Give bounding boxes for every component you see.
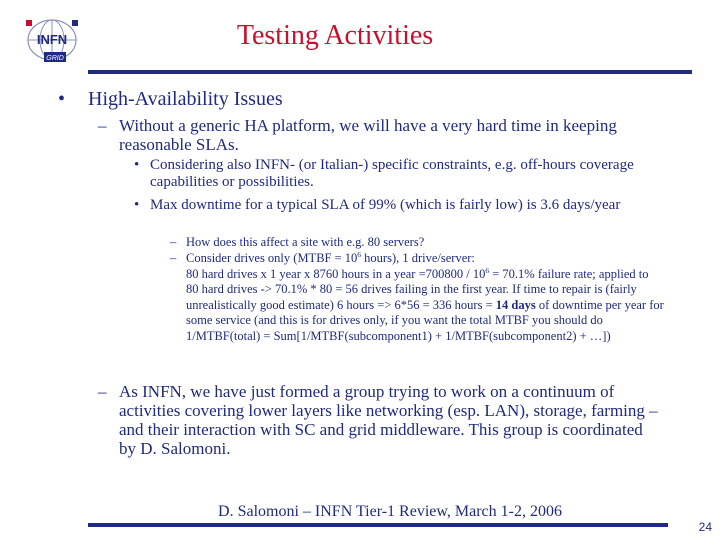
logo-text-infn: INFN bbox=[36, 32, 68, 47]
bullet-dash: – bbox=[170, 235, 177, 249]
bullet-text: Considering also INFN- (or Italian-) specific constraints, e.g. off-hours coverage capabilities or possibilities. bbox=[150, 157, 634, 190]
superscript: 6 bbox=[357, 249, 362, 259]
bullet-level4-servers-question bbox=[170, 235, 664, 251]
text-part: hours), 1 drive/server: bbox=[361, 251, 475, 265]
bullet-level3-constraints bbox=[134, 157, 650, 191]
bullet-level4-drive-calculation bbox=[170, 251, 664, 344]
title-underline bbox=[88, 70, 692, 74]
text-part: of downtime per year for some service (and this is for drives only, if you want the total MTBF you should do 1/MTBF(total) = Sum[1/MTBF(subcomponent1) + 1/MTBF(subcomponent2) + …]) bbox=[186, 297, 664, 343]
bullet-level2-infn-group bbox=[98, 382, 659, 458]
bullet-text: As INFN, we have just formed a group trying to work on a continuum of activities covering lower layers like networking (esp. LAN), storage, farming – and their interaction with SC and grid middleware. This group is coordinated by D. Salomoni. bbox=[119, 382, 658, 458]
bullet-level1-ha-issues bbox=[58, 88, 283, 111]
logo-text-grid: GRID bbox=[46, 55, 64, 62]
logo-graphic bbox=[22, 12, 82, 70]
emphasis-days: 14 days bbox=[495, 297, 536, 312]
bullet-dot: • bbox=[58, 88, 66, 110]
bullet-text bbox=[186, 251, 664, 344]
bullet-dash: – bbox=[170, 251, 177, 265]
bullet-dash: – bbox=[98, 116, 107, 135]
bullet-text: High-Availability Issues bbox=[88, 88, 283, 110]
text-part: = 70.1% failure rate; applied to 80 hard drives -> 70.1% * 80 = 56 drives failing in the first year. If time to repair is (fairly unrealistically good estimate) 6 hours => 6*56 = 336 hours = bbox=[186, 266, 649, 312]
slide-title: Testing Activities bbox=[236, 20, 434, 51]
superscript: 6 bbox=[485, 265, 490, 275]
text-part: 80 hard drives x 1 year x 8760 hours in a year =700800 / 10 bbox=[186, 266, 486, 281]
page-number: 24 bbox=[698, 520, 712, 534]
text-part: Consider drives only (MTBF = 10 bbox=[186, 251, 358, 265]
footer-rule bbox=[88, 523, 668, 527]
bullet-text: How does this affect a site with e.g. 80 servers? bbox=[186, 235, 425, 249]
bullet-level2-ha-platform bbox=[98, 116, 659, 154]
bullet-text: Max downtime for a typical SLA of 99% (which is fairly low) is 3.6 days/year bbox=[150, 197, 621, 213]
bullet-text: Without a generic HA platform, we will have a very hard time in keeping reasonable SLAs. bbox=[119, 116, 617, 154]
footer-text: D. Salomoni – INFN Tier-1 Review, March 1-2, 2006 bbox=[218, 503, 562, 520]
bullet-dot: • bbox=[134, 157, 140, 173]
infn-grid-logo bbox=[22, 12, 82, 70]
bullet-level3-max-downtime bbox=[134, 197, 650, 214]
bullet-dot: • bbox=[134, 197, 140, 213]
bullet-dash: – bbox=[98, 382, 107, 401]
